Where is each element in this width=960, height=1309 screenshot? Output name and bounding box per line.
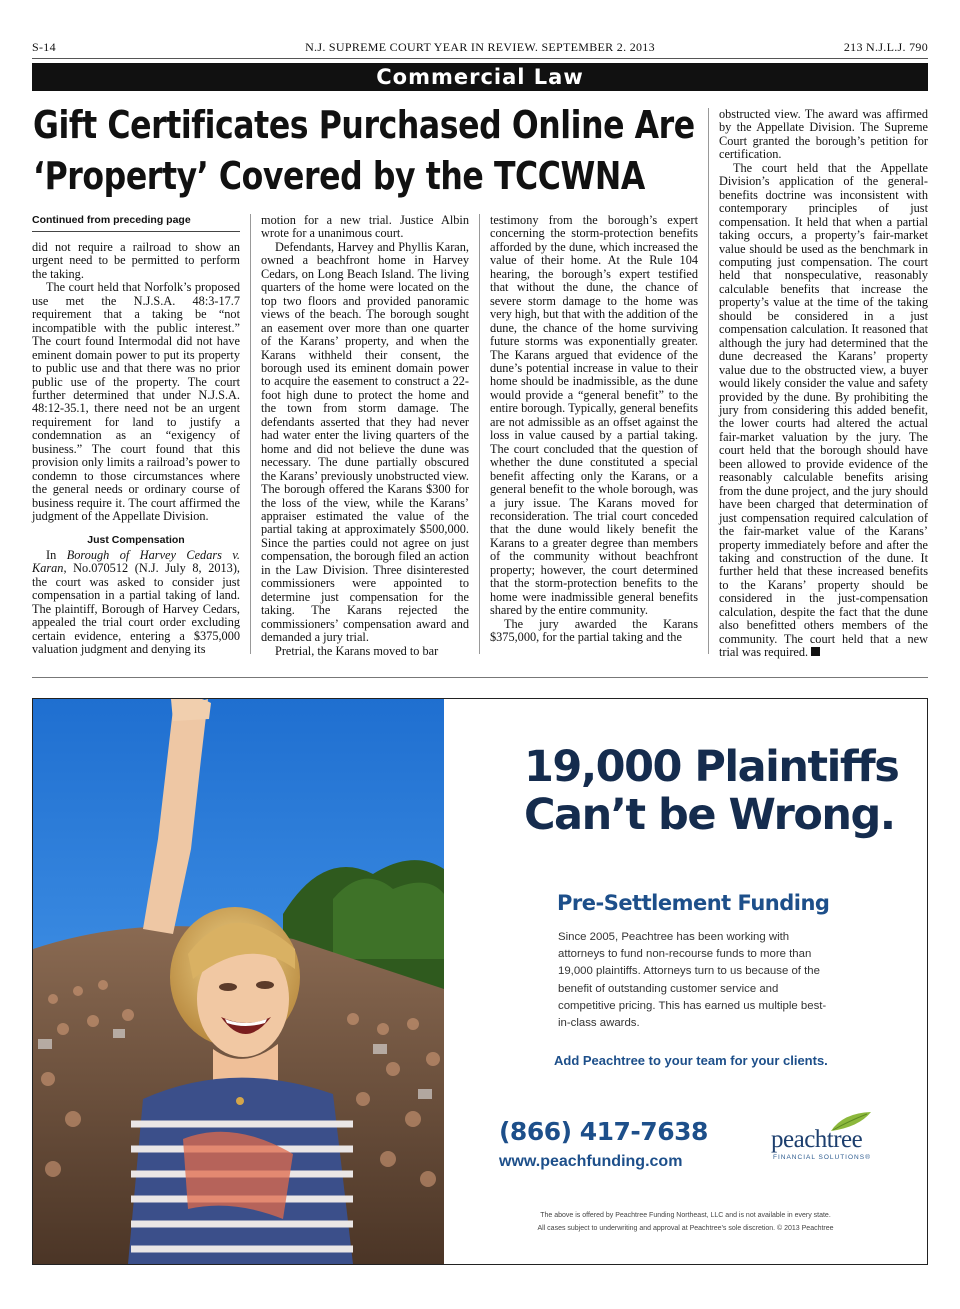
ad-headline bbox=[524, 743, 914, 839]
ad-photo bbox=[33, 699, 444, 1264]
ad-copy-panel bbox=[444, 699, 927, 1264]
citation: 213 N.J.L.J. 790 bbox=[843, 40, 928, 54]
section-title: Commercial Law bbox=[32, 63, 928, 91]
subheading: Just Compensation bbox=[87, 533, 185, 546]
paragraph: Pretrial, the Karans moved to bar bbox=[275, 643, 439, 658]
ad-phone-number: (866) 417-7638 bbox=[499, 1117, 708, 1146]
advertisement bbox=[32, 698, 928, 1265]
paragraph: In Borough of Harvey Cedars v. Karan, No.070512 (N.J. July 8, 2013), the court was asked to consider just compensation in a partial taking of land. The plaintiff, Borough of Harvey Cedars, appealed the trial court order excluding certain evidence, entering a $375,000 valuation judgment and denying its bbox=[32, 547, 240, 657]
ad-disclaimer-2: All cases subject to underwriting and approval at Peachtree’s sole discretion. © 2013 Peachtree bbox=[537, 1225, 834, 1232]
paragraph: testimony from the borough’s expert concerning the storm-protection benefits afforded by the dune, which increased the value of their home. At the Rule 104 hearing, the borough’s expert testified that without the dune, the chance of severe storm damage to the home was very high, but that with the addition of the dune, the chance of the home surviving future storms was exponentially greater. The Karans argued that evidence of the dune’s potential increase in value to their home should be inadmissible, as the dune would provide a “general benefit” to the entire borough. Typically, general benefits are not admissible as an offset against the loss in value caused by a partial taking. The court concluded that the question of whether the dune constituted a special benefit affecting only the Karans, or a general benefit to the whole borough, was a jury issue. The Karans moved for reconsideration. The trial court conceded that the dune would likely benefit the Karans to a greater degree than members of the community without beachfront property; however, the court determined that the storm-protection benefits to the home were inadmissible general benefits shared by the entire community. bbox=[490, 213, 698, 618]
article-column-4 bbox=[719, 108, 928, 660]
case-name: Borough of Harvey Cedars v. Karan bbox=[32, 547, 240, 576]
ad-call-to-action: Add Peachtree to your team for your clients. bbox=[554, 1053, 828, 1068]
paragraph: obstructed view. The award was affirmed by the Appellate Division. The Supreme Court granted the borough’s petition for certification. bbox=[719, 107, 928, 162]
page-number: S-14 bbox=[32, 40, 56, 54]
publication-line: N.J. SUPREME COURT YEAR IN REVIEW. SEPTEMBER 2. 2013 bbox=[305, 40, 655, 54]
header-rule bbox=[32, 58, 928, 59]
column-divider bbox=[708, 108, 709, 654]
article-headline bbox=[33, 100, 695, 202]
peachtree-logo bbox=[771, 1113, 891, 1165]
headline-line-1: Gift Certificates Purchased Online Are bbox=[33, 103, 695, 147]
ad-headline-line-1: 19,000 Plaintiffs bbox=[524, 742, 899, 792]
continued-label: Continued from preceding page bbox=[32, 214, 240, 232]
running-header bbox=[32, 40, 928, 56]
headline-line-2: ‘Property’ Covered by the TCCWNA bbox=[33, 154, 645, 198]
ad-headline-line-2: Can’t be Wrong. bbox=[524, 790, 895, 840]
article-column-2 bbox=[261, 214, 469, 658]
ad-subheadline: Pre-Settlement Funding bbox=[557, 891, 830, 915]
column-divider bbox=[250, 214, 251, 654]
logo-wordmark: peachtree bbox=[771, 1126, 863, 1153]
paragraph: The jury awarded the Karans $375,000, for the partial taking and the bbox=[490, 616, 698, 645]
column-divider bbox=[479, 214, 480, 654]
article-column-3 bbox=[490, 214, 698, 645]
logo-tagline: FINANCIAL SOLUTIONS® bbox=[773, 1154, 871, 1161]
article-column-1 bbox=[32, 241, 240, 657]
end-mark-icon bbox=[811, 647, 820, 656]
ad-disclaimer-1: The above is offered by Peachtree Funding Northeast, LLC and is not available in every state. bbox=[540, 1212, 831, 1219]
paragraph: The court held that the Appellate Division’s application of the general-benefits doctrine was inconsistent with contemporary principles of just compensation. It held that when a partial taking occurs, a property’s fair-market value should be used as the benchmark in computing just compensation. The court held that nonspeculative, reasonably calculable benefits that increase the property’s value at the time of the taking should be considered in a just compensation calculation. It reasoned that although the jury had determined that the dune decreased the Karans’ property value due to the obstructed view, a buyer would likely consider the value and safety provided by the dune. By prohibiting the jury from considering this added benefit, the lower courts had altered the actual fair-market valuation by the jury. The court held that the borough should have been allowed to provide evidence of the reasonably calculable benefits arising from the dune project, and the jury should have been charged that determination of just compensation required calculation of the fair-market value of the Karans’ property immediately before and after the taking and construction of the dune. It further held that these increased benefits to the Karans’ property should be considered in the just-compensation calculation, despite the fact that the dune also benefitted others members of the community. The court held that a new trial was required. bbox=[719, 160, 928, 660]
paragraph: did not require a railroad to show an urgent need to be permitted to perform the taking. bbox=[32, 240, 240, 281]
ad-website-link: www.peachfunding.com bbox=[499, 1153, 683, 1170]
paragraph: The court held that Norfolk’s proposed use met the N.J.S.A. 48:3-17.7 requirement that a taking be “not incompatible with the public interest.” The court found Intermodal did not have eminent domain power to put its property to public use and that there was no prior public use of the property. The court further determined that under N.J.S.A. 48:12-35.1, there need not be an urgent requirement for land to justify a condemnation as an “exigency of business.” The court found that this provision only limits a railroad’s power to condemn to those circumstances where the general needs or ordinary course of business require it. The court affirmed the judgment of the Appellate Division. bbox=[32, 280, 240, 524]
paragraph: Defendants, Harvey and Phyllis Karan, owned a beachfront home in Harvey Cedars, on Long Beach Island. The living quarters of the home were located on the top two floors and provided panoramic views of the beach. The borough sought an easement over more than one quarter of the Karans’ property, and when the Karans withheld their consent, the borough used its eminent domain power to acquire the easement to construct a 22-foot high dune to protect the home and the town from storm damage. The defendants asserted that they had never had water enter the living quarters of the home and did not believe the dune was necessary. The dune partially obscured the Karans’ previously unobstructed view. The borough offered the Karans $300 for the loss of the view, while the Karans’ appraiser estimated the value of the partial taking at approximately $500,000. Since the parties could not agree on just compensation, the borough filed an action in the Law Division. Three disinterested commissioners were appointed to determine just compensation for the taking. The Karans rejected the commissioners’ compensation award and demanded a jury trial. bbox=[261, 239, 469, 645]
article-end-rule bbox=[32, 677, 928, 678]
paragraph: motion for a new trial. Justice Albin wrote for a unanimous court. bbox=[261, 213, 469, 241]
ad-body-text: Since 2005, Peachtree has been working with attorneys to fund non-recourse funds to more than 19,000 plaintiffs. Attorneys turn to us because of the benefit of outstanding customer service and competitive pricing. This has earned us multiple best-in-class awards. bbox=[558, 931, 827, 1030]
